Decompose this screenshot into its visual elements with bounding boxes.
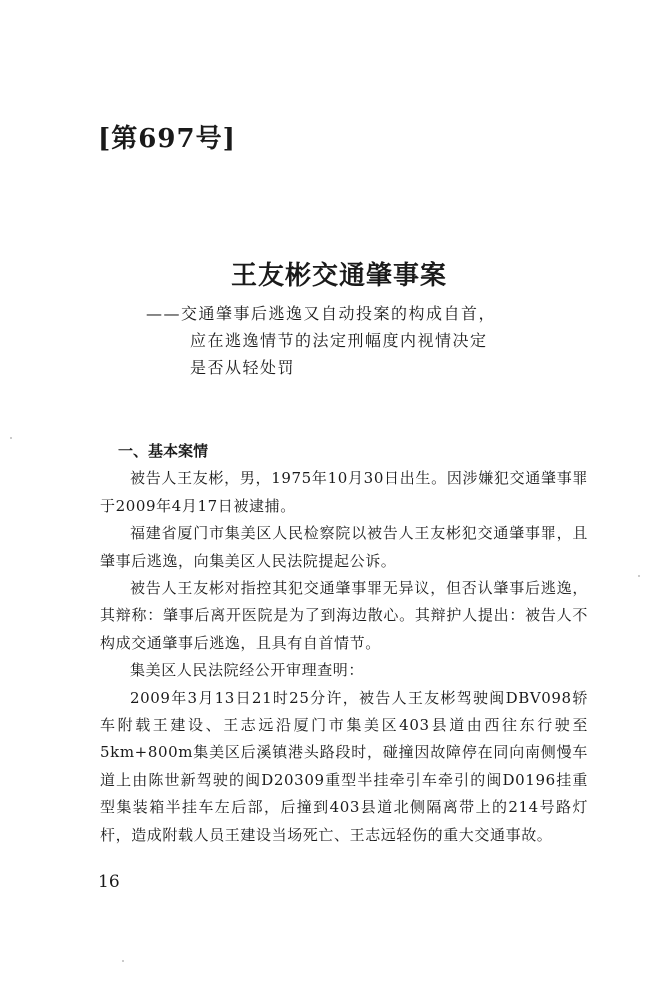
subtitle bbox=[146, 300, 496, 381]
page-title: 王友彬交通肇事案 bbox=[230, 261, 447, 291]
subtitle-line-2: 应在逃逸情节的法定刑幅度内视情决定 bbox=[190, 331, 488, 350]
body-text bbox=[100, 438, 588, 849]
title-block bbox=[0, 258, 652, 377]
scan-speck bbox=[10, 437, 12, 439]
paragraph: 福建省厦门市集美区人民检察院以被告人王友彬犯交通肇事罪，且肇事后逃逸，向集美区人民法院提起公诉。 bbox=[100, 524, 588, 570]
scan-speck bbox=[122, 960, 124, 962]
page-number: 16 bbox=[98, 872, 120, 892]
scan-speck bbox=[638, 575, 640, 577]
section-heading: 一、基本案情 bbox=[118, 442, 209, 460]
paragraph: 集美区人民法院经公开审理查明： bbox=[130, 661, 365, 680]
subtitle-line-1: ——交通肇事后逃逸又自动投案的构成自首， bbox=[146, 304, 497, 323]
case-number: [第697号] bbox=[98, 124, 236, 154]
subtitle-line-3: 是否从轻处罚 bbox=[190, 358, 296, 377]
paragraph: 被告人王友彬对指控其犯交通肇事罪无异议，但否认肇事后逃逸，其辩称：肇事后离开医院是为了到海边散心。其辩护人提出：被告人不构成交通肇事后逃逸，且具有自首情节。 bbox=[100, 579, 588, 652]
paragraph: 被告人王友彬，男，1975年10月30日出生。因涉嫌犯交通肇事罪于2009年4月17日被逮捕。 bbox=[100, 469, 588, 515]
paragraph: 2009年3月13日21时25分许，被告人王友彬驾驶闽DBV098轿车附载王建设、王志远沿厦门市集美区403县道由西往东行驶至5km+800m集美区后溪镇港头路段时，碰撞因故障停在同向南侧慢车道上由陈世新驾驶的闽D20309重型半挂牵引车牵引的闽D0196挂重型集装箱半挂车左后部，后撞到403县道北侧隔离带上的214号路灯杆，造成附载人员王建设当场死亡、王志远轻伤的重大交通事故。 bbox=[100, 688, 588, 844]
